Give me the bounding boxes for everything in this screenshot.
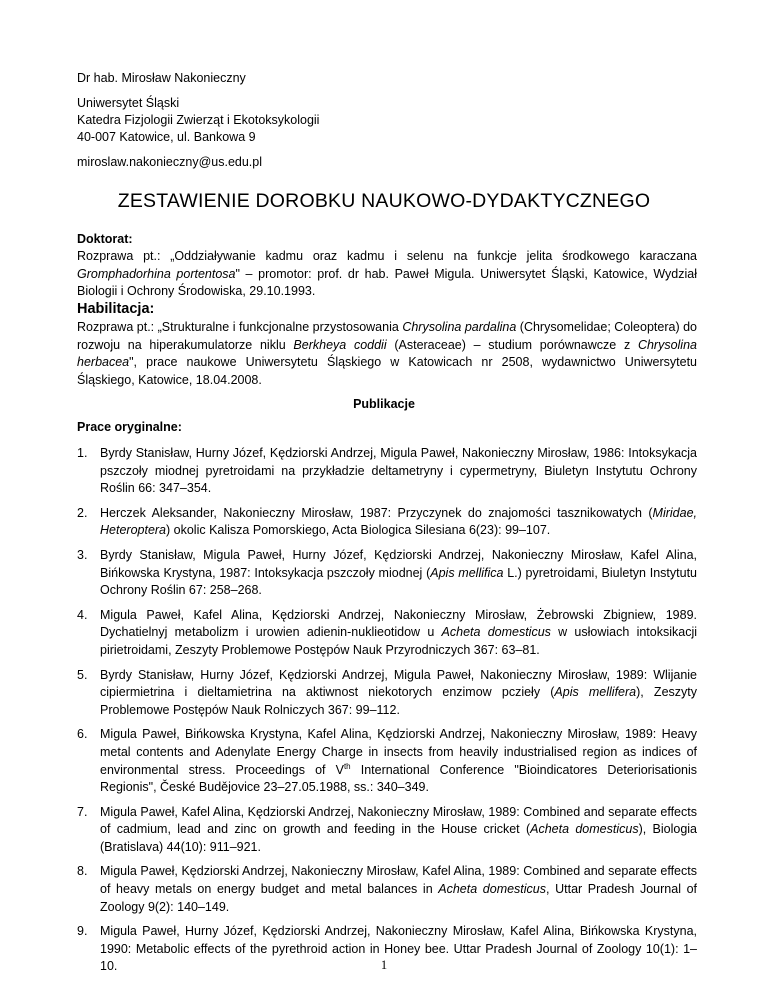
habilitacja-heading: Habilitacja: xyxy=(77,301,155,317)
page-number: 1 xyxy=(380,958,388,972)
university: Uniwersytet Śląski xyxy=(77,96,180,110)
habilitacja-section xyxy=(77,300,697,389)
prace-heading: Prace oryginalne: xyxy=(77,420,182,434)
publikacje-heading: Publikacje xyxy=(353,397,415,411)
doktorat-heading: Doktorat: xyxy=(77,232,133,246)
doktorat-section xyxy=(77,231,697,301)
doktorat-text: Rozprawa pt.: „Oddziaływanie kadmu oraz kadmu i selenu na funkcje jelita środkowego karaczana Gromphadorhina portentosa" – promotor: prof. dr hab. Paweł Migula. Uniwersytet Śląski, Katowice, Wydział Biologii i Ochrony Środowiska, 29.10.1993. xyxy=(77,249,697,299)
list-item: 9. Migula Paweł, Hurny Józef, Kędziorski Andrzej, Nakonieczny Mirosław, Kafel Alina, Bińkowska Krystyna, 1990: Metabolic effects of the pyrethroid action in Honey bee. Uttar Pradesh Journal of Zoology 10(1): 1–10. xyxy=(77,924,697,974)
list-item: 5. Byrdy Stanisław, Hurny Józef, Kędziorski Andrzej, Migula Paweł, Nakonieczny Mirosław, 1989: Wlijanie cipiermietrina i dieltamietrina na aktiwnost niekotorych enzimow pczieły (Apis mellifera), Zeszyty Problemowe Postępów Nauk Rolniczych 367: 99–112. xyxy=(77,667,697,717)
list-item: 8. Migula Paweł, Kędziorski Andrzej, Nakonieczny Mirosław, Kafel Alina, 1989: Combined and separate effects of heavy metals on energy budget and metal balances in Acheta domesticus, Uttar Pradesh Journal of Zoology 9(2): 140–149. xyxy=(77,864,698,914)
list-item: 3. Byrdy Stanisław, Migula Paweł, Hurny Józef, Kędziorski Andrzej, Nakonieczny Mirosław, Kafel Alina, Bińkowska Krystyna, 1987: Intoksykacja pszczoły miodnej (Apis mellifica L.) pyretroidami, Biuletyn Instytutu Ochrony Roślin 67: 258–268. xyxy=(77,547,697,598)
habilitacja-text: Rozprawa pt.: „Strukturalne i funkcjonalne przystosowania Chrysolina pardalina (Chrysomelidae; Coleoptera) do rozwoju na hiperakumulatorze niklu Berkheya coddii (Asteraceae) – studium porównawcze z Chrysolina herbacea", prace naukowe Uniwersytetu Śląskiego w Katowicach nr 2508, wydawnictwo Uniwersytetu Śląskiego, Katowice, 18.04.2008. xyxy=(77,320,698,387)
list-item: 2. Herczek Aleksander, Nakonieczny Mirosław, 1987: Przyczynek do znajomości tasznikowatych (Miridae, Heteroptera) okolic Kalisza Pomorskiego, Acta Biologica Silesiana 6(23): 99–107. xyxy=(77,505,697,538)
page-title: ZESTAWIENIE DOROBKU NAUKOWO-DYDAKTYCZNEGO xyxy=(117,190,651,212)
publication-list xyxy=(77,445,697,983)
department: Katedra Fizjologii Zwierząt i Ekotoksykologii xyxy=(77,113,320,127)
author-name: Dr hab. Mirosław Nakonieczny xyxy=(77,71,246,85)
email: miroslaw.nakonieczny@us.edu.pl xyxy=(77,155,263,169)
list-item: 4. Migula Paweł, Kafel Alina, Kędziorski Andrzej, Nakonieczny Mirosław, Żebrowski Zbigniew, 1989. Dychatielnyj metabolizm i urowien adienin-nuklieotidow u Acheta domesticus w usłowiach intoksikacji pirietroidami, Zeszyty Problemowe Postępów Nauk Przyrodniczych 367: 63–81. xyxy=(77,607,697,657)
list-item: 1. Byrdy Stanisław, Hurny Józef, Kędziorski Andrzej, Migula Paweł, Nakonieczny Mirosław, 1986: Intoksykacja pszczoły miodnej pyretroidami na przykładzie deltametryny i cypermetryny, Biuletyn Instytutu Ochrony Roślin 66: 347–354. xyxy=(77,446,697,496)
address: 40-007 Katowice, ul. Bankowa 9 xyxy=(77,130,256,144)
list-item: 7. Migula Paweł, Kafel Alina, Kędziorski Andrzej, Nakonieczny Mirosław, 1989: Combined and separate effects of cadmium, lead and zinc on growth and feeding in the House cricket (Acheta domesticus), Biologia (Bratislava) 44(10): 911–921. xyxy=(77,804,697,854)
list-item: 6. Migula Paweł, Bińkowska Krystyna, Kafel Alina, Kędziorski Andrzej, Nakonieczny Mirosław, 1989: Heavy metal contents and Adenylate Energy Charge in insects from heavily industrialised region as indices of environmental stress. Proceedings of Vth International Conference "Bioindicatores Deteriorisationis Regionis", České Budějovice 23–27.05.1988, ss.: 340–349. xyxy=(77,727,697,795)
